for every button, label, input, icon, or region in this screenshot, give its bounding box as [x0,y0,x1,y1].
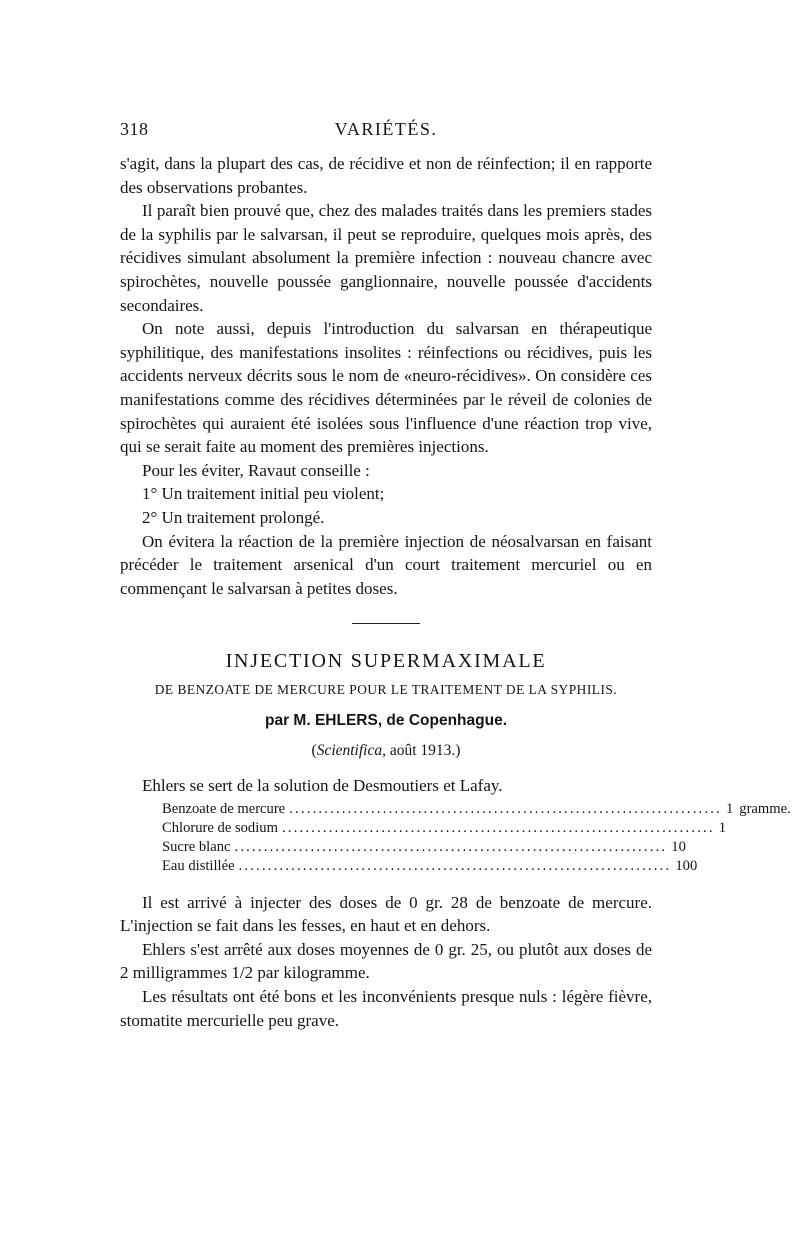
formula-table [162,800,791,877]
article-paragraph-1: Il est arrivé à injecter des doses de 0 gr. 28 de benzoate de mercure. L'injection se fait dans les fesses, en haut et en dehors. [120,892,652,936]
article-subtitle: DE BENZOATE DE MERCURE POUR LE TRAITEMENT DE LA SYPHILIS. [154,682,618,698]
page-header [120,118,652,144]
ingredient-qty: 10 [671,839,686,856]
formula-row [162,800,791,819]
formula-row [162,838,686,857]
ingredient-name: Benzoate de mercure [162,800,286,817]
body-paragraph-5: On évitera la réaction de la première injection de néosalvarsan en faisant précéder le traitement arsenical d'un court traitement mercuriel ou en commençant le salvarsan à petites doses. [120,531,652,598]
ingredient-unit: gramme. [739,800,791,817]
formula-row [162,857,698,876]
page [120,118,791,1032]
source-date: , août 1913. [382,742,456,760]
list-item-1: 1° Un traitement initial peu violent; [142,484,385,504]
body-paragraph-1: s'agit, dans la plupart des cas, de récidive et non de réinfection; il en rapporte des observations probantes. [120,154,652,197]
ingredient-name: Sucre blanc [162,839,231,856]
article-title: INJECTION SUPERMAXIMALE [225,650,547,673]
formula-row [162,819,727,838]
running-head: VARIÉTÉS. [334,119,438,139]
ingredient-qty: 1 [725,800,734,817]
leader-dots: .......................................................................... [238,858,672,875]
article-paragraph-3: Les résultats ont été bons et les inconvénients presque nuls : légère fièvre, stomatite mercurielle peu grave. [120,987,652,1030]
article-intro: Ehlers se sert de la solution de Desmoutiers et Lafay. [142,776,503,796]
leader-dots: .......................................................................... [234,839,668,856]
list-item-2: 2° Un traitement prolongé. [142,507,325,527]
ingredient-qty: 1 [718,820,727,837]
section-divider [352,623,420,624]
article-paragraph-2: Ehlers s'est arrêté aux doses moyennes de 0 gr. 25, ou plutôt aux doses de 2 milligrammes 1/2 par kilogramme. [120,939,652,983]
ingredient-qty: 100 [675,858,698,875]
body-paragraph-2: Il paraît bien prouvé que, chez des malades traités dans les premiers stades de la syphilis par le salvarsan, il peut se reproduire, quelques mois après, des récidives simulant absolument la première infection : nouveau chancre avec spirochètes, nouvelle poussée ganglionnaire, nouvelle poussée d'accidents secondaires. [120,201,652,315]
source-journal: Scientifica [316,742,383,760]
leader-dots: .......................................................................... [289,800,722,817]
article-source: (Scientifica, août 1913.) [311,742,461,760]
ingredient-name: Chlorure de sodium [162,820,278,837]
page-number: 318 [120,119,149,139]
body-paragraph-3: On note aussi, depuis l'introduction du salvarsan en thérapeutique syphilitique, des manifestations insolites : réinfections ou récidives, puis les accidents nerveux décrits sous le nom de «neuro-récidives». On considère ces manifestations comme des récidives déterminées par le réveil de colonies de spirochètes qui auraient été isolées sous l'influence d'une réaction trop vive, qui se serait faite au moment des premières injections. [120,319,652,457]
article-author: par M. EHLERS, de Copenhague. [265,712,507,730]
body-paragraph-4: Pour les éviter, Ravaut conseille : [142,460,370,480]
leader-dots: .......................................................................... [281,820,715,837]
ingredient-name: Eau distillée [162,858,235,875]
